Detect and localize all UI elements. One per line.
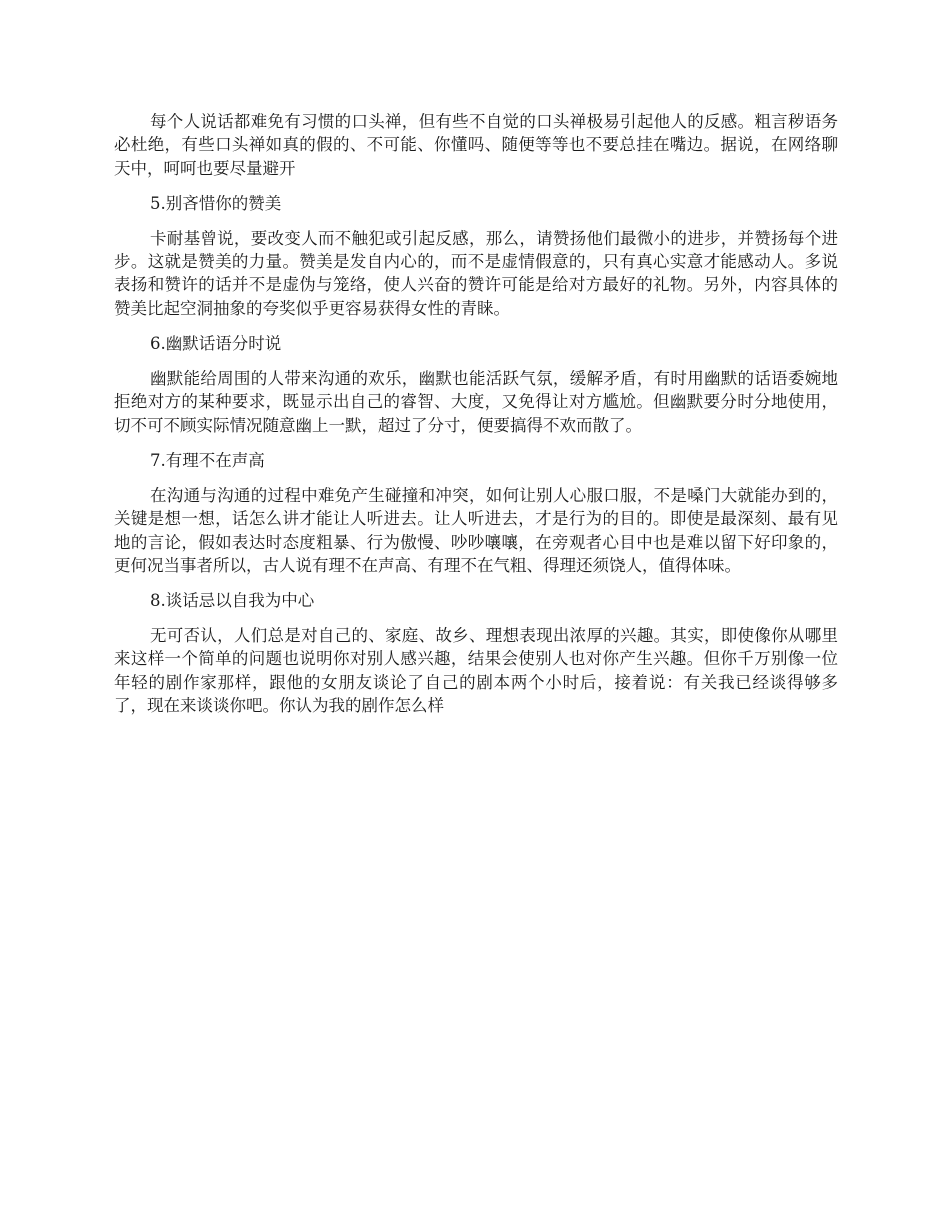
section-heading-5: 5.别吝惜你的赞美	[150, 193, 282, 213]
paragraph-catchphrases: 每个人说话都难免有习惯的口头禅，但有些不自觉的口头禅极易引起他人的反感。粗言秽语务必杜绝，有些口头禅如真的假的、不可能、你懂吗、随便等等也不要总挂在嘴边。据说，在网络聊天中，呵呵也要尽量避开	[114, 112, 838, 178]
paragraph-praise: 卡耐基曾说，要改变人而不触犯或引起反感，那么，请赞扬他们最微小的进步，并赞扬每个进步。这就是赞美的力量。赞美是发自内心的，而不是虚情假意的，只有真心实意才能感动人。多说表扬和赞许的话并不是虚伪与笼络，使人兴奋的赞许可能是给对方最好的礼物。另外，内容具体的赞美比起空洞抽象的夸奖似乎更容易获得女性的青睐。	[114, 228, 838, 318]
section-heading-8: 8.谈话忌以自我为中心	[150, 591, 315, 611]
paragraph-self-centered: 无可否认，人们总是对自己的、家庭、故乡、理想表现出浓厚的兴趣。其实，即使像你从哪里来这样一个简单的问题也说明你对别人感兴趣，结果会使别人也对你产生兴趣。但你千万别像一位年轻的剧作家那样，跟他的女朋友谈论了自己的剧本两个小时后，接着说：有关我已经谈得够多了，现在来谈谈你吧。你认为我的剧作怎么样	[114, 626, 838, 716]
paragraph-reasoning: 在沟通与沟通的过程中难免产生碰撞和冲突，如何让别人心服口服，不是嗓门大就能办到的，关键是想一想，话怎么讲才能让人听进去。让人听进去，才是行为的目的。即使是最深刻、最有见地的言论，假如表达时态度粗暴、行为傲慢、吵吵嚷嚷，在旁观者心目中也是难以留下好印象的，更何况当事者所以，古人说有理不在声高、有理不在气粗、得理还须饶人，值得体味。	[114, 485, 838, 575]
section-heading-6: 6.幽默话语分时说	[150, 334, 282, 354]
document-body	[114, 110, 838, 729]
paragraph-humor: 幽默能给周围的人带来沟通的欢乐，幽默也能活跃气氛，缓解矛盾，有时用幽默的话语委婉地拒绝对方的某种要求，既显示出自己的睿智、大度，又免得让对方尴尬。但幽默要分时分地使用，切不可不顾实际情况随意幽上一默，超过了分寸，便要搞得不欢而散了。	[114, 369, 838, 435]
section-heading-7: 7.有理不在声高	[150, 450, 265, 470]
